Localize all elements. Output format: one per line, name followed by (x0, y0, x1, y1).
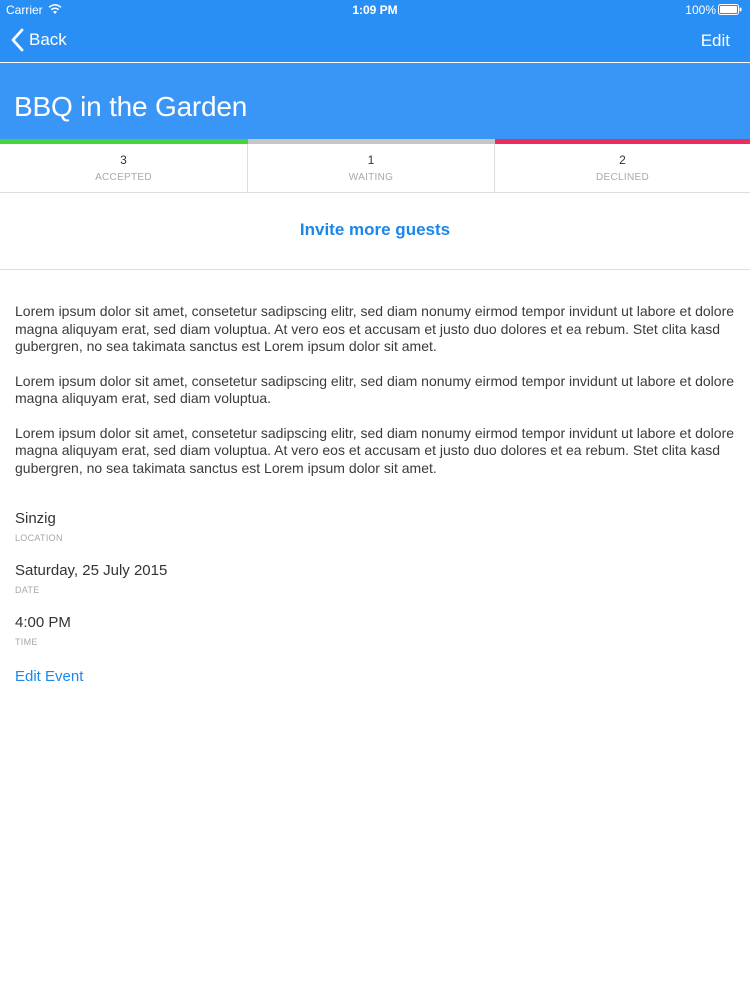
rsvp-declined[interactable] (495, 144, 750, 192)
description-paragraph: Lorem ipsum dolor sit amet, consetetur sadipscing elitr, sed diam nonumy eirmod tempor invidunt ut labore et dolore magna aliquyam erat, sed diam voluptua. (15, 372, 735, 406)
back-button[interactable] (10, 28, 67, 52)
event-title-bar (0, 63, 750, 140)
event-title: BBQ in the Garden (14, 91, 248, 122)
description-paragraph: Lorem ipsum dolor sit amet, consetetur sadipscing elitr, sed diam nonumy eirmod tempor invidunt ut labore et dolore magna aliquyam erat, sed diam voluptua. At vero eos et accusam et justo duo dolores et ea rebum. Stet clita kasd gubergren, no sea takimata sanctus est Lorem ipsum dolor sit amet. (15, 303, 735, 354)
location-value: Sinzig (15, 510, 56, 527)
rsvp-accepted[interactable] (0, 144, 248, 192)
invite-more-guests-button[interactable]: Invite more guests (299, 220, 451, 239)
location-label: LOCATION (15, 533, 63, 543)
event-description (15, 303, 735, 494)
accepted-label: ACCEPTED (95, 172, 152, 183)
waiting-count: 1 (367, 153, 375, 167)
date-label: DATE (15, 585, 40, 595)
invite-row (0, 193, 750, 270)
carrier-label: Carrier (6, 3, 43, 17)
rsvp-summary (0, 144, 750, 193)
declined-count: 2 (619, 153, 626, 167)
edit-event-link[interactable]: Edit Event (15, 668, 84, 685)
clock: 1:09 PM (352, 3, 398, 17)
date-value: Saturday, 25 July 2015 (15, 562, 168, 579)
declined-label: DECLINED (596, 172, 649, 183)
accepted-count: 3 (120, 153, 127, 167)
battery-icon (718, 4, 742, 15)
time-detail (15, 614, 415, 666)
navigation-header (0, 0, 750, 62)
date-detail (15, 562, 415, 614)
edit-button[interactable]: Edit (700, 31, 730, 50)
chevron-left-icon (10, 28, 24, 52)
rsvp-waiting[interactable] (248, 144, 495, 192)
back-label: Back (29, 30, 67, 49)
time-label: TIME (15, 637, 38, 647)
battery-percentage: 100% (685, 3, 716, 17)
status-bar (0, 0, 750, 20)
nav-bar (0, 20, 750, 62)
time-value: 4:00 PM (15, 614, 71, 631)
description-paragraph: Lorem ipsum dolor sit amet, consetetur sadipscing elitr, sed diam nonumy eirmod tempor invidunt ut labore et dolore magna aliquyam erat, sed diam voluptua. At vero eos et accusam et justo duo dolores et ea rebum. Stet clita kasd gubergren, no sea takimata sanctus est Lorem ipsum dolor sit amet. (15, 424, 735, 476)
waiting-label: WAITING (348, 172, 394, 183)
location-detail (15, 510, 415, 562)
event-details (15, 510, 415, 666)
